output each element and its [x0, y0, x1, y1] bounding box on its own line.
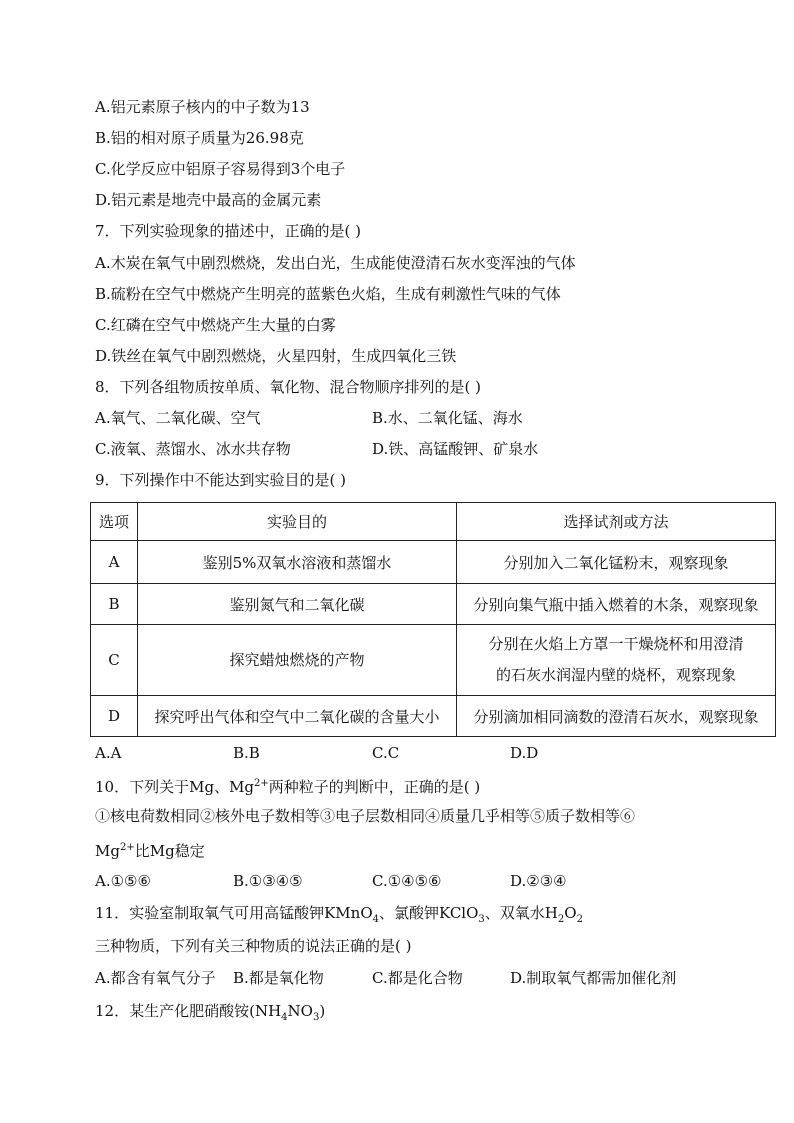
mg-ion-formula: Mg [95, 842, 120, 860]
header-goal: 实验目的 [138, 503, 457, 541]
q11-separator-1: 、氯酸钾 [379, 904, 440, 922]
kmno4-subscript: 4 [372, 914, 379, 925]
q9-stem: 9．下列操作中不能达到实验目的是( ) [95, 471, 347, 489]
table-header-row [91, 503, 776, 541]
q7-option-c: C.红磷在空气中燃烧产生大量的白雾 [95, 316, 336, 334]
row-option: C [91, 625, 138, 696]
row-goal: 探究蜡烛燃烧的产物 [138, 625, 457, 696]
q6-option-a: A.铝元素原子核内的中子数为13 [95, 98, 310, 116]
row-method-line1: 分别在火焰上方罩一干燥烧杯和用澄清 [488, 635, 744, 653]
kclo3-subscript: 3 [478, 914, 485, 925]
q7-stem: 7．下列实验现象的描述中，正确的是( ) [95, 222, 362, 240]
q8-option-b: B.水、二氧化锰、海水 [372, 409, 523, 427]
mg-formula: Mg [149, 842, 175, 860]
ion-charge: 2+ [119, 842, 135, 853]
q10-stable-word: 稳定 [174, 842, 205, 860]
q11-option-d: D.制取氧气都需加催化剂 [510, 969, 677, 987]
q6-option-c: C.化学反应中铝原子容易得到3个电子 [95, 160, 346, 178]
q7-option-b: B.硫粉在空气中燃烧产生明亮的蓝紫色火焰，生成有刺激性气味的气体 [95, 285, 561, 303]
q12-stem-prefix: 12．某生产化肥硝酸铵(NH [95, 1002, 282, 1020]
header-method: 选择试剂或方法 [457, 503, 776, 541]
q12-close-paren: ) [319, 1002, 326, 1020]
q9-option-b: B.B [233, 744, 260, 762]
kclo3-formula: KClO [439, 904, 479, 922]
row-method: 分别滴加相同滴数的澄清石灰水，观察现象 [457, 696, 776, 737]
q6-option-d: D.铝元素是地壳中最高的金属元素 [95, 191, 322, 209]
no3-formula: NO [287, 1002, 313, 1020]
q10-separator: 、 [214, 778, 230, 796]
q9-table [90, 502, 776, 737]
row-option: B [91, 584, 138, 625]
q6-option-b: B.铝的相对原子质量为26.98克 [95, 129, 304, 147]
q8-stem: 8．下列各组物质按单质、氧化物、混合物顺序排列的是( ) [95, 378, 482, 396]
q11-stem-prefix: 11．实验室制取氧气可用高锰酸钾 [95, 904, 325, 922]
mg-ion-formula: Mg [229, 778, 255, 796]
q11-option-a: A.都含有氧气分子 [95, 969, 216, 987]
q11-stem-line2: 三种物质，下列有关三种物质的说法正确的是( ) [95, 937, 412, 955]
nh4-subscript: 4 [281, 1012, 288, 1023]
h2o2-h: H [544, 904, 558, 922]
table-row [91, 584, 776, 625]
table-row [91, 696, 776, 737]
q10-option-c: C.①④⑤⑥ [372, 872, 442, 890]
q10-stem [95, 774, 480, 797]
q8-option-a: A.氧气、二氧化碳、空气 [95, 409, 261, 427]
q9-option-a: A.A [95, 744, 122, 762]
q10-stem-suffix: 两种粒子的判断中，正确的是( ) [268, 778, 481, 796]
row-method: 分别向集气瓶中插入燃着的木条，观察现象 [457, 584, 776, 625]
q8-option-c: C.液氧、蒸馏水、冰水共存物 [95, 440, 291, 458]
q9-option-d: D.D [510, 744, 539, 762]
q8-option-d: D.铁、高锰酸钾、矿泉水 [372, 440, 539, 458]
q10-option-a: A.①⑤⑥ [95, 872, 151, 890]
q12-stem [95, 1001, 325, 1028]
table-row [91, 541, 776, 584]
q9-option-c: C.C [372, 744, 400, 762]
q10-compare-word: 比 [134, 842, 150, 860]
row-goal: 探究呼出气体和空气中二氧化碳的含量大小 [138, 696, 457, 737]
q10-stem-prefix: 10．下列关于 [95, 778, 190, 796]
q11-stem [95, 903, 583, 930]
q10-option-d: D.②③④ [510, 872, 567, 890]
row-goal: 鉴别5%双氧水溶液和蒸馏水 [138, 541, 457, 584]
q11-option-b: B.都是氧化物 [233, 969, 324, 987]
h2o2-o-subscript: 2 [576, 914, 583, 925]
row-method: 分别加入二氧化锰粉末，观察现象 [457, 541, 776, 584]
table-row [91, 625, 776, 696]
no3-subscript: 3 [312, 1012, 320, 1023]
q10-option-b: B.①③④⑤ [233, 872, 303, 890]
row-goal: 鉴别氮气和二氧化碳 [138, 584, 457, 625]
q7-option-a: A.木炭在氧气中剧烈燃烧，发出白光，生成能使澄清石灰水变浑浊的气体 [95, 254, 576, 272]
row-option: A [91, 541, 138, 584]
ion-charge: 2+ [254, 778, 269, 789]
mg-formula: Mg [189, 778, 215, 796]
h2o2-h-subscript: 2 [557, 914, 565, 925]
q11-option-c: C.都是化合物 [372, 969, 463, 987]
h2o2-o: O [564, 904, 577, 922]
row-option: D [91, 696, 138, 737]
header-option: 选项 [91, 503, 138, 541]
q10-item6 [95, 838, 205, 861]
q10-items: ①核电荷数相同②核外电子数相等③电子层数相同④质量几乎相等⑤质子数相等⑥ [95, 807, 636, 825]
row-method [457, 625, 776, 696]
kmno4-formula: KMnO [324, 904, 373, 922]
row-method-line2: 的石灰水润湿内壁的烧杯，观察现象 [495, 666, 736, 684]
q7-option-d: D.铁丝在氧气中剧烈燃烧，火星四射，生成四氧化三铁 [95, 347, 457, 365]
q11-separator-2: 、双氧水 [484, 904, 545, 922]
